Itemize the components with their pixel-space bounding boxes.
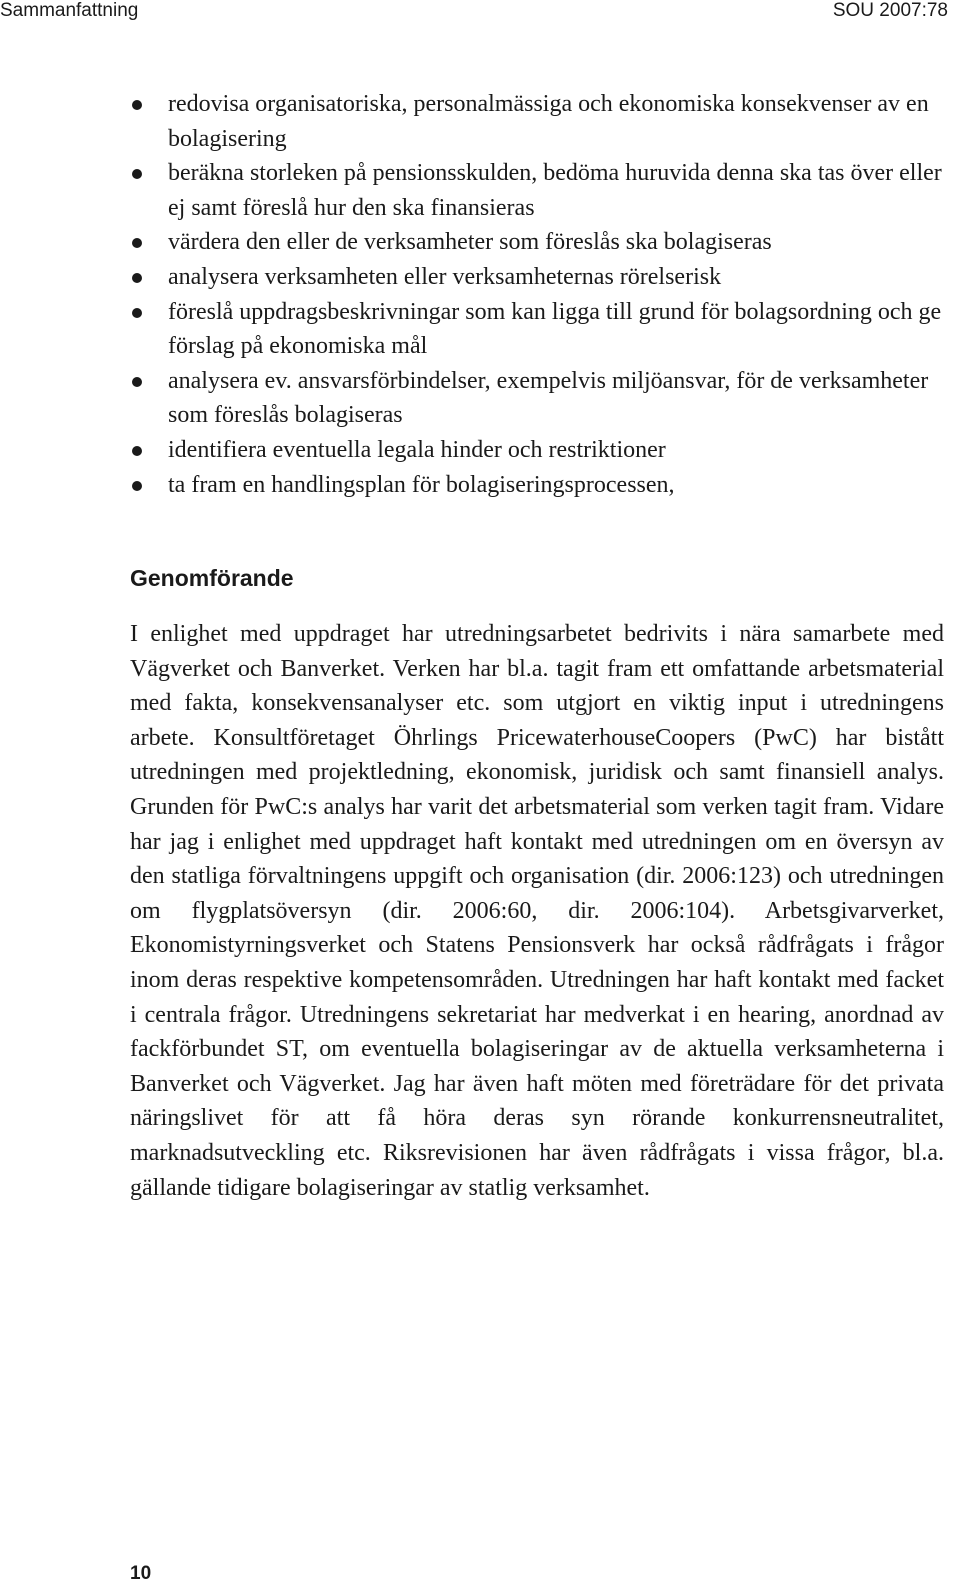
header-document-id: SOU 2007:78 (832, 0, 948, 21)
page-number: 10 (130, 1563, 152, 1584)
bullet-icon (132, 377, 142, 387)
list-item (130, 260, 942, 295)
list-item-text: ta fram en handlingsplan för bolagiseringsprocessen, (168, 471, 675, 498)
list-item-text: identifiera eventuella legala hinder och restriktioner (168, 436, 666, 463)
bullet-icon (132, 238, 142, 248)
bullet-icon (132, 100, 142, 110)
body-paragraph: I enlighet med uppdraget har utredningsarbetet bedrivits i nära samarbete med Vägverket och Banverket. Verken har bl.a. tagit fram ett omfattande arbetsmaterial med fakta, konsekvensanalyser etc. som utgjort en viktig input i utredningens arbete. Konsultföretaget Öhrlings PricewaterhouseCoopers (PwC) har bistått utredningen med projektledning, ekonomisk, juridisk och samt finansiell analys. Grunden för PwC:s analys har varit det arbetsmaterial som verken tagit fram. Vidare har jag i enlighet med uppdraget haft kontakt med utredningen om en översyn av den statliga förvaltningens uppgift och organisation (dir. 2006:123) och utredningen om flygplatsöversyn (dir. 2006:60, dir. 2006:104). Arbetsgivarverket, Ekonomistyrningsverket och Statens Pensionsverk har också rådfrågats i frågor inom deras respektive kompetensområden. Utredningen har haft kontakt med facket i centrala frågor. Utredningens sekretariat har medverkat i en hearing, anordnad av fackförbundet ST, om eventuella bolagiseringar av de aktuella verksamheterna i Banverket och Vägverket. Jag har även haft möten med företrädare för det privata näringslivet för att få höra deras syn rörande konkurrensneutralitet, marknadsutveckling etc. Riksrevisionen har även rådfrågats i vissa frågor, bl.a. gällande tidigare bolagiseringar av statlig verksamhet. (130, 621, 944, 1201)
task-bullet-list (130, 87, 942, 502)
list-item-text: värdera den eller de verksamheter som föreslås ska bolagiseras (168, 229, 772, 256)
bullet-icon (132, 273, 142, 283)
list-item-text: föreslå uppdragsbeskrivningar som kan ligga till grund för bolagsordning och ge förslag på ekonomiska mål (168, 298, 942, 360)
list-item-text: redovisa organisatoriska, personalmässiga och ekonomiska konsekvenser av en bolagisering (168, 91, 929, 152)
header-section-title: Sammanfattning (0, 0, 139, 21)
list-item (130, 225, 942, 260)
bullet-icon (132, 446, 142, 456)
bullet-icon (132, 169, 142, 179)
list-item (130, 156, 942, 225)
list-item-text: beräkna storleken på pensionsskulden, bedöma huruvida denna ska tas över eller ej samt föreslå hur den ska finansieras (168, 160, 942, 221)
list-item (130, 295, 942, 364)
list-item (130, 87, 942, 156)
list-item-text: analysera verksamheten eller verksamheternas rörelserisk (168, 263, 722, 290)
running-header (0, 0, 960, 22)
list-item (130, 364, 942, 433)
bullet-icon (132, 308, 142, 318)
bullet-icon (132, 481, 142, 491)
list-item-text: analysera ev. ansvarsförbindelser, exempelvis miljöansvar, för de verksamheter som föreslås bolagiseras (168, 367, 929, 429)
list-item (130, 468, 942, 503)
section-heading: Genomförande (130, 565, 294, 591)
list-item (130, 433, 942, 468)
